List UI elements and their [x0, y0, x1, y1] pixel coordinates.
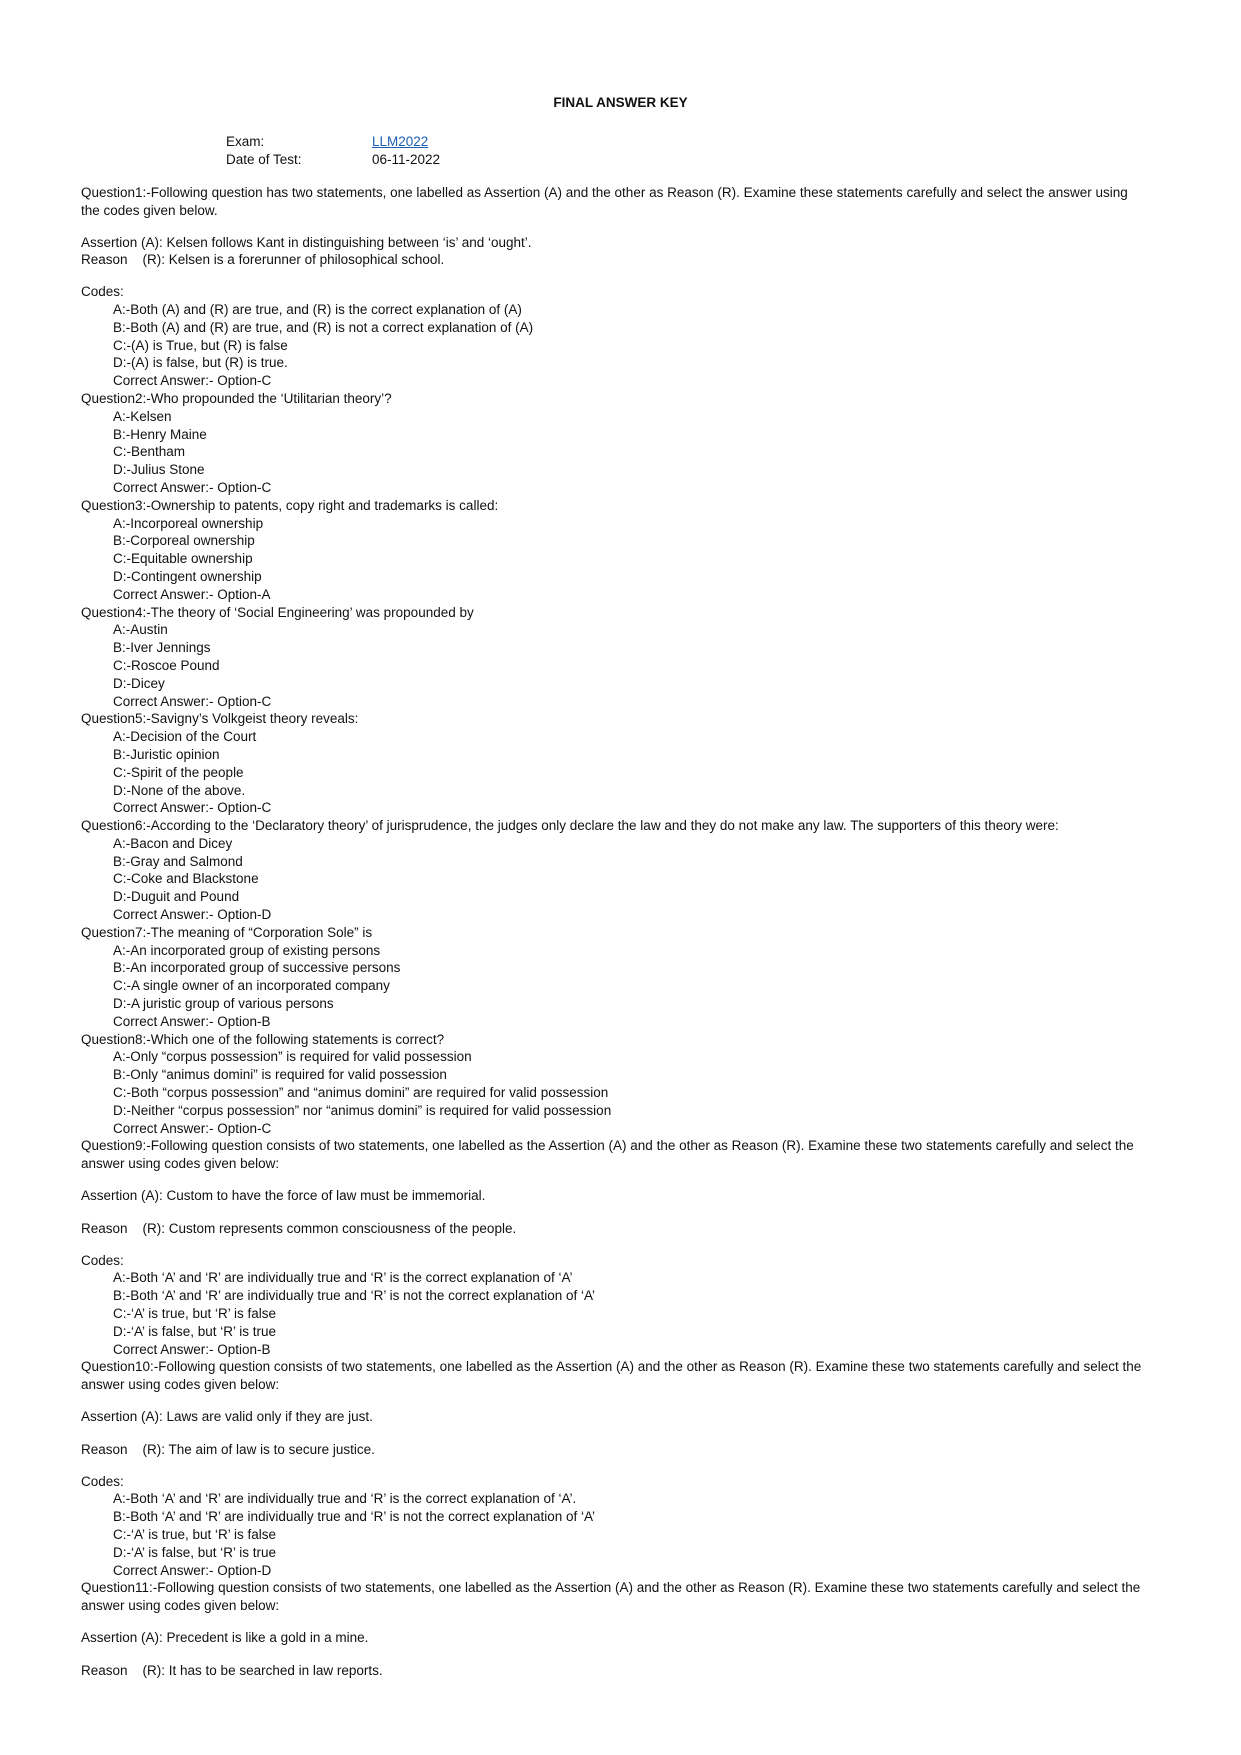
assertion-text: Assertion (A): Kelsen follows Kant in distinguishing between ‘is’ and ‘ought’.	[81, 234, 532, 250]
option-a: A:-Austin	[113, 622, 168, 638]
option-b: B:-Juristic opinion	[113, 746, 220, 762]
correct-answer: Correct Answer:- Option-D	[113, 1562, 272, 1578]
correct-answer: Correct Answer:- Option-B	[113, 1341, 271, 1357]
exam-row	[226, 133, 440, 151]
option-d: D:-Neither “corpus possession” nor “animus domini” is required for valid possession	[113, 1102, 612, 1118]
question-8	[81, 1031, 1149, 1138]
question-6	[81, 817, 1149, 924]
option-d: D:-Duguit and Pound	[113, 889, 240, 905]
codes-label: Codes:	[81, 1473, 124, 1489]
correct-answer: Correct Answer:- Option-D	[113, 907, 272, 923]
exam-meta	[226, 133, 440, 169]
question-text: Question2:-Who propounded the ‘Utilitarian theory’?	[81, 390, 392, 406]
option-c: C:-A single owner of an incorporated company	[113, 978, 390, 994]
option-d: D:-A juristic group of various persons	[113, 996, 334, 1012]
question-text: Question6:-According to the ‘Declaratory theory’ of jurisprudence, the judges only declare the law and they do not make any law. The supporters of this theory were:	[81, 818, 1059, 834]
date-label: Date of Test:	[226, 151, 302, 167]
correct-answer: Correct Answer:- Option-C	[113, 693, 272, 709]
option-a: A:-Both ‘A’ and ‘R’ are individually true and ‘R’ is the correct explanation of ‘A’	[113, 1270, 573, 1286]
option-b: B:-Iver Jennings	[113, 640, 211, 656]
option-d: D:-‘A’ is false, but ‘R’ is true	[113, 1544, 277, 1560]
option-a: A:-Bacon and Dicey	[113, 835, 233, 851]
question-text: Question8:-Which one of the following statements is correct?	[81, 1031, 445, 1047]
question-11	[81, 1579, 1149, 1679]
question-3	[81, 497, 1149, 604]
question-5	[81, 710, 1149, 817]
question-text: Question10:-Following question consists of two statements, one labelled as the Assertion (A) and the other as Reason (R). Examine these two statements carefully and select the answer using codes given below:	[81, 1359, 1142, 1393]
question-10	[81, 1358, 1149, 1579]
assertion-text: Assertion (A): Custom to have the force of law must be immemorial.	[81, 1188, 486, 1204]
option-b: B:-Gray and Salmond	[113, 853, 243, 869]
option-c: C:-Roscoe Pound	[113, 657, 220, 673]
reason-text: Reason (R): Custom represents common consciousness of the people.	[81, 1220, 517, 1236]
question-4	[81, 604, 1149, 711]
option-d: D:-‘A’ is false, but ‘R’ is true	[113, 1323, 277, 1339]
correct-answer: Correct Answer:- Option-C	[113, 1120, 272, 1136]
question-text: Question7:-The meaning of “Corporation Sole” is	[81, 924, 373, 940]
question-text: Question11:-Following question consists of two statements, one labelled as the Assertion (A) and the other as Reason (R). Examine these two statements carefully and select the answer using codes given below:	[81, 1580, 1141, 1614]
assertion-text: Assertion (A): Precedent is like a gold in a mine.	[81, 1629, 369, 1645]
question-text: Question5:-Savigny’s Volkgeist theory reveals:	[81, 711, 359, 727]
option-c: C:-Equitable ownership	[113, 551, 253, 567]
option-a: A:-Decision of the Court	[113, 729, 257, 745]
option-c: C:-Spirit of the people	[113, 764, 244, 780]
exam-label: Exam:	[226, 134, 265, 149]
question-1	[81, 184, 1149, 390]
option-b: B:-Henry Maine	[113, 426, 207, 442]
option-c: C:-‘A’ is true, but ‘R’ is false	[113, 1306, 277, 1322]
option-d: D:-(A) is false, but (R) is true.	[113, 355, 288, 371]
option-a: A:-Kelsen	[113, 408, 172, 424]
codes-label: Codes:	[81, 284, 124, 300]
option-b: B:-Both ‘A’ and ‘R’ are individually true and ‘R’ is not the correct explanation of ‘A’	[113, 1509, 595, 1525]
option-a: A:-Only “corpus possession” is required for valid possession	[113, 1049, 472, 1065]
option-c: C:-Bentham	[113, 444, 186, 460]
question-text: Question9:-Following question consists of two statements, one labelled as the Assertion (A) and the other as Reason (R). Examine these two statements carefully and select the answer using codes given below:	[81, 1138, 1134, 1172]
correct-answer: Correct Answer:- Option-C	[113, 373, 272, 389]
option-a: A:-Both ‘A’ and ‘R’ are individually true and ‘R’ is the correct explanation of ‘A’.	[113, 1491, 577, 1507]
option-c: C:-Coke and Blackstone	[113, 871, 259, 887]
page-title: FINAL ANSWER KEY	[553, 95, 688, 110]
option-a: A:-Incorporeal ownership	[113, 515, 264, 531]
reason-text: Reason (R): Kelsen is a forerunner of philosophical school.	[81, 252, 445, 268]
reason-text: Reason (R): The aim of law is to secure justice.	[81, 1441, 375, 1457]
option-b: B:-An incorporated group of successive persons	[113, 960, 401, 976]
question-7	[81, 924, 1149, 1031]
reason-text: Reason (R): It has to be searched in law reports.	[81, 1662, 383, 1678]
codes-label: Codes:	[81, 1252, 124, 1268]
option-d: D:-Julius Stone	[113, 462, 205, 478]
option-b: B:-Corporeal ownership	[113, 533, 255, 549]
option-c: C:-Both “corpus possession” and “animus domini” are required for valid possession	[113, 1085, 609, 1101]
option-c: C:-(A) is True, but (R) is false	[113, 337, 288, 353]
option-b: B:-Both (A) and (R) are true, and (R) is not a correct explanation of (A)	[113, 319, 534, 335]
option-b: B:-Only “animus domini” is required for valid possession	[113, 1067, 447, 1083]
date-value: 06-11-2022	[372, 151, 441, 167]
date-row	[226, 151, 440, 169]
option-d: D:-Contingent ownership	[113, 568, 262, 584]
correct-answer: Correct Answer:- Option-A	[113, 586, 271, 602]
option-c: C:-‘A’ is true, but ‘R’ is false	[113, 1526, 277, 1542]
option-d: D:-None of the above.	[113, 782, 246, 798]
exam-link[interactable]: LLM2022	[372, 134, 429, 149]
question-text: Question4:-The theory of ‘Social Engineering’ was propounded by	[81, 604, 474, 620]
questions-list	[81, 184, 1149, 1680]
question-2	[81, 390, 1149, 497]
correct-answer: Correct Answer:- Option-C	[113, 800, 272, 816]
question-text: Question1:-Following question has two statements, one labelled as Assertion (A) and the other as Reason (R). Examine these statements carefully and select the answer using the codes given below.	[81, 185, 1128, 218]
option-a: A:-An incorporated group of existing persons	[113, 942, 381, 958]
assertion-text: Assertion (A): Laws are valid only if they are just.	[81, 1409, 373, 1424]
option-a: A:-Both (A) and (R) are true, and (R) is the correct explanation of (A)	[113, 301, 522, 317]
correct-answer: Correct Answer:- Option-B	[113, 1013, 271, 1029]
question-9	[81, 1137, 1149, 1358]
option-b: B:-Both ‘A’ and ‘R’ are individually true and ‘R’ is not the correct explanation of ‘A’	[113, 1288, 595, 1304]
correct-answer: Correct Answer:- Option-C	[113, 479, 272, 495]
question-text: Question3:-Ownership to patents, copy right and trademarks is called:	[81, 497, 499, 513]
option-d: D:-Dicey	[113, 675, 165, 691]
